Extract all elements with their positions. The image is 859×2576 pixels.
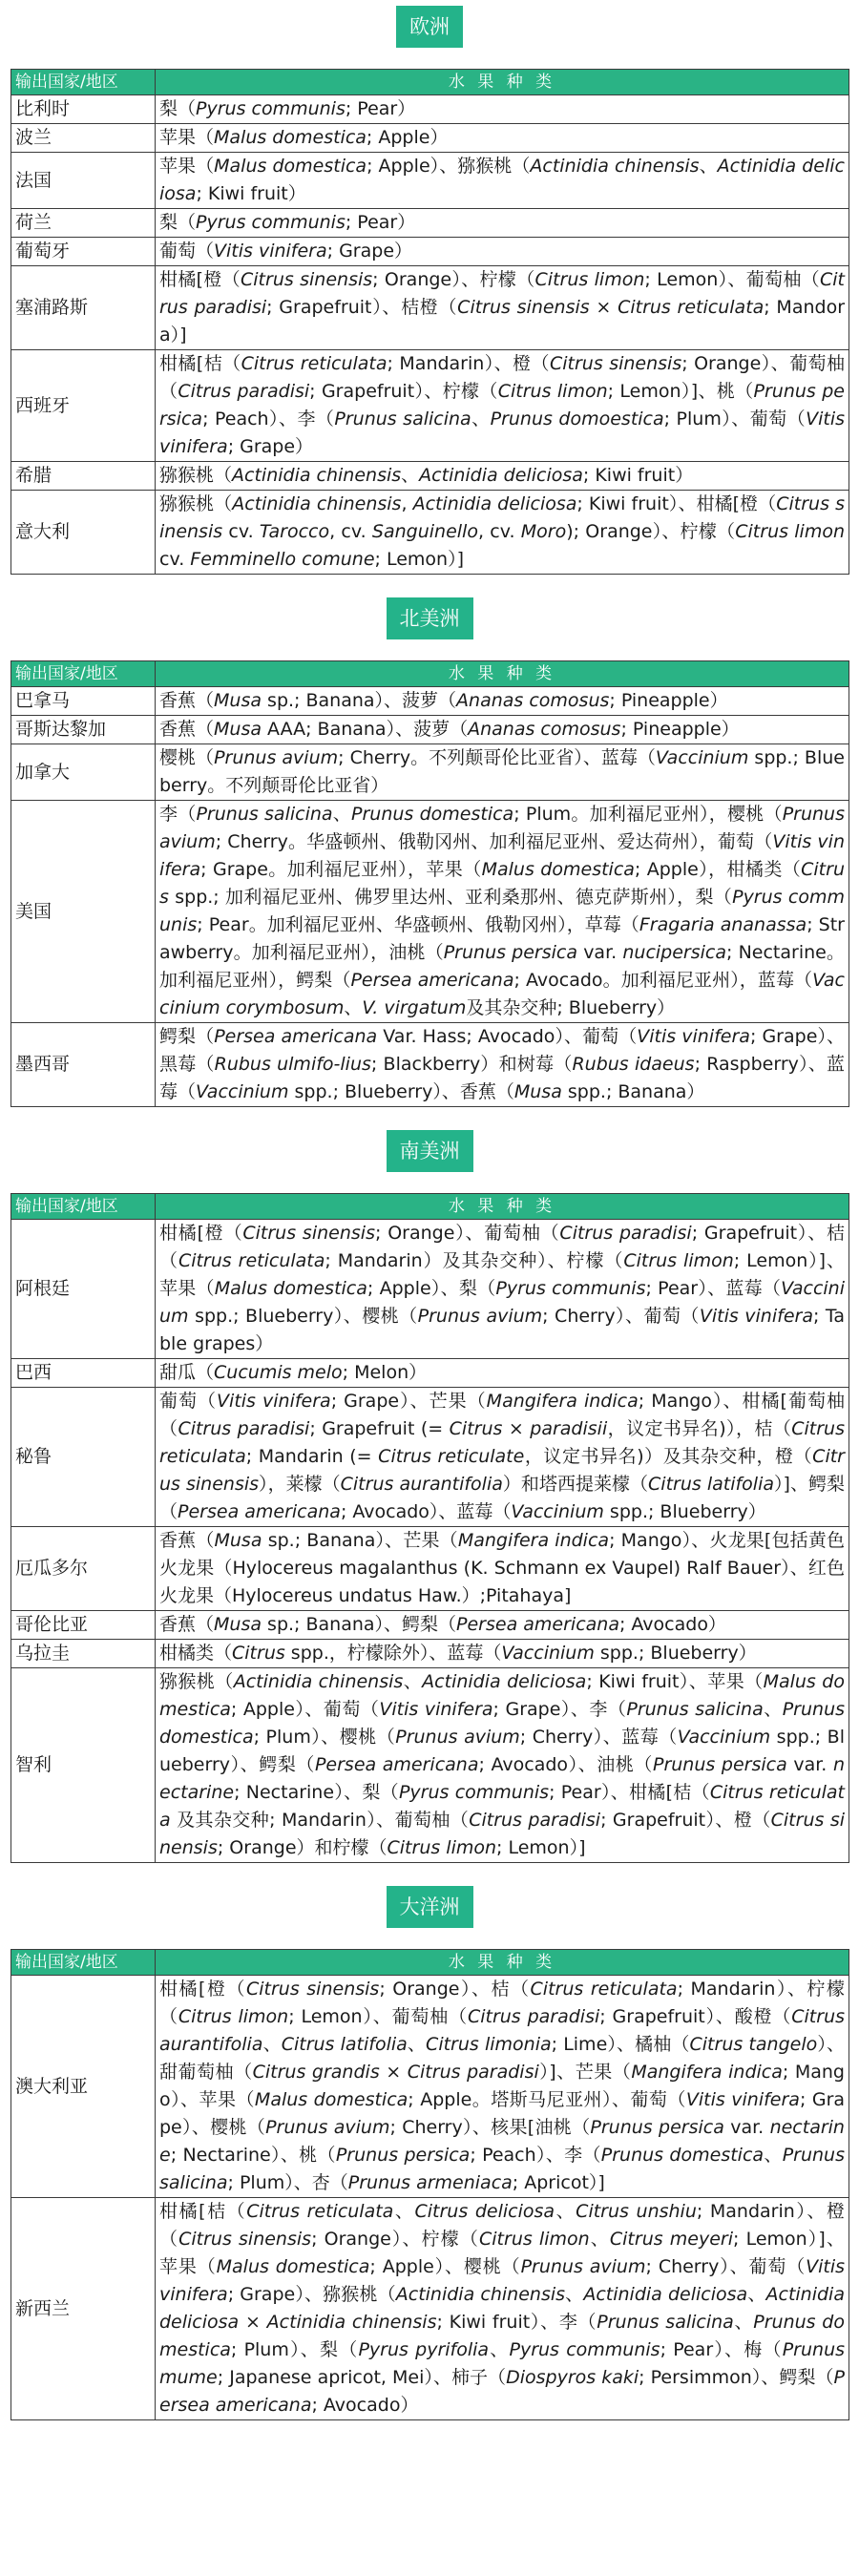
scientific-name: Vaccinium [677, 1727, 771, 1748]
scientific-name: Persea americana [456, 1614, 619, 1635]
scientific-name: Malus domestica [214, 1278, 367, 1299]
scientific-name: Actinidia deliciosa [422, 1671, 587, 1692]
scientific-name: Citrus latifolia [648, 1474, 774, 1495]
table-row [11, 1976, 849, 2198]
scientific-name: Vitis vinifera [699, 1306, 813, 1327]
scientific-name: Vitis vinifera [685, 2089, 800, 2110]
fruit-table [10, 1949, 849, 2420]
scientific-name: Citrus reticulata [530, 1979, 678, 2000]
table-row [11, 1611, 849, 1640]
scientific-name: Prunus salicina [334, 408, 471, 429]
table-header-row [11, 1950, 849, 1976]
header-fruit: 水 果 种 类 [156, 70, 849, 95]
region-section [0, 1886, 859, 2420]
country-cell: 比利时 [11, 95, 156, 124]
region-header [0, 6, 859, 48]
fruit-cell: 樱桃（Prunus avium; Cherry。不列颠哥伦比亚省）、蓝莓（Vaccinium spp.; Blueberry。不列颠哥伦比亚省） [156, 744, 849, 801]
scientific-name: Persea americana [178, 1501, 341, 1522]
scientific-name: Citrus sinensis [159, 493, 845, 542]
fruit-table [10, 69, 849, 575]
scientific-name: Vaccinium [511, 1501, 604, 1522]
scientific-name: Citrus paradisi [467, 2006, 600, 2027]
region-title: 南美洲 [387, 1130, 473, 1172]
table-row [11, 462, 849, 491]
scientific-name: Citrus deliciosa [414, 2201, 555, 2222]
table-row [11, 95, 849, 124]
table-row [11, 1640, 849, 1668]
scientific-name: Citrus reticulate [378, 1446, 525, 1467]
region-section [0, 597, 859, 1107]
country-cell: 荷兰 [11, 209, 156, 238]
scientific-name: Vaccinium [196, 1081, 289, 1102]
scientific-name: Prunus persica [590, 2117, 724, 2138]
country-cell: 西班牙 [11, 350, 156, 462]
table-row [11, 1668, 849, 1863]
header-country: 输出国家/地区 [11, 1194, 156, 1220]
region-section [0, 6, 859, 575]
fruit-cell: 香蕉（Musa sp.; Banana）、菠萝（Ananas comosus; Pineapple） [156, 687, 849, 716]
scientific-name: Citrus reticulata [246, 2201, 394, 2222]
scientific-name: Rubus idaeus [572, 1054, 695, 1075]
fruit-cell: 猕猴桃（Actinidia chinensis、Actinidia deliciosa; Kiwi fruit） [156, 462, 849, 491]
scientific-name: Malus domestica [214, 127, 367, 148]
table-row [11, 744, 849, 801]
scientific-name: Prunus persica [335, 2145, 471, 2166]
scientific-name: Vitis vinifera [379, 1699, 493, 1720]
scientific-name: Citrus reticulata [159, 1418, 845, 1467]
scientific-name: Citrus limon [534, 269, 645, 290]
scientific-name: Citrus paradisi [469, 1810, 601, 1831]
table-row [11, 350, 849, 462]
scientific-name: Pyrus communis [495, 1278, 646, 1299]
scientific-name: Sanguinello [371, 521, 478, 542]
scientific-name: Prunus salicina [159, 2145, 845, 2193]
scientific-name: Persea americana [350, 970, 514, 991]
scientific-name: Prunus domestica [600, 2145, 765, 2166]
fruit-cell: 香蕉（Musa AAA; Banana）、菠萝（Ananas comosus; Pineapple） [156, 716, 849, 744]
scientific-name: Mangifera indica [631, 2062, 783, 2083]
fruit-cell: 猕猴桃（Actinidia chinensis、Actinidia deliciosa; Kiwi fruit）、苹果（Malus domestica; Apple）、葡萄（Vitis vinifera; Grape）、李（Prunus salicina、Prunus domestica; Plum）、樱桃（Prunus avium; Cherry）、蓝莓（Vaccinium spp.; Blueberry）、鳄梨（Persea americana; Avocado）、油桃（Prunus persica var. nectarine; Nectarine）、梨（Pyrus communis; Pear）、柑橘[桔（Citrus reticulata 及其杂交种; Mandarin）、葡萄柚（Citrus paradisi; Grapefruit）、橙（Citrus sinensis; Orange）和柠檬（Citrus limon; Lemon）] [156, 1668, 849, 1863]
scientific-name: Musa [214, 1614, 262, 1635]
table-row [11, 2198, 849, 2420]
fruit-cell: 猕猴桃（Actinidia chinensis, Actinidia deliciosa; Kiwi fruit）、柑橘[橙（Citrus sinensis cv. Tarocco, cv. Sanguinello, cv. Moro); Orange）、柠檬（Citrus limon cv. Femminello comune; Lemon）] [156, 491, 849, 575]
scientific-name: Citrus paradisi [407, 2062, 539, 2083]
fruit-cell: 柑橘[桔（Citrus reticulata、Citrus deliciosa、Citrus unshiu; Mandarin）、橙（Citrus sinensis; Orange）、柠檬（Citrus limon、Citrus meyeri; Lemon）]、苹果（Malus domestica; Apple）、樱桃（Prunus avium; Cherry）、葡萄（Vitis vinifera; Grape）、猕猴桃（Actinidia chinensis、Actinidia deliciosa、Actinidia deliciosa × Actinidia chinensis; Kiwi fruit）、李（Prunus salicina、Prunus domestica; Plum）、梨（Pyrus pyrifolia、Pyrus communis; Pear）、梅（Prunus mume; Japanese apricot, Mei）、柿子（Diospyros kaki; Persimmon）、鳄梨（Persea americana; Avocado） [156, 2198, 849, 2420]
scientific-name: Prunus avium [265, 2117, 390, 2138]
scientific-name: Diospyros kaki [506, 2367, 639, 2388]
scientific-name: Citrus limonia [426, 2034, 552, 2055]
table-header-row [11, 70, 849, 95]
fruit-cell: 甜瓜（Cucumis melo; Melon） [156, 1359, 849, 1388]
scientific-name: Malus domestica [481, 859, 635, 880]
country-cell: 希腊 [11, 462, 156, 491]
scientific-name: Prunus avium [159, 804, 845, 852]
scientific-name: Rubus ulmifo-lius [214, 1054, 371, 1075]
country-cell: 乌拉圭 [11, 1640, 156, 1668]
scientific-name: Vitis vinifera [159, 2256, 845, 2305]
scientific-name: paradisii [530, 1418, 608, 1439]
region-title: 北美洲 [387, 597, 473, 639]
country-cell: 智利 [11, 1668, 156, 1863]
region-title: 大洋洲 [387, 1886, 473, 1928]
scientific-name: Citrus limon [479, 2229, 590, 2250]
scientific-name: nucipersica [622, 942, 726, 963]
scientific-name: Citrus sinensis [159, 1810, 846, 1858]
scientific-name: Mangifera indica [486, 1391, 639, 1412]
scientific-name: Vitis vinifera [637, 1026, 750, 1047]
table-row [11, 1220, 849, 1359]
country-cell: 葡萄牙 [11, 238, 156, 266]
scientific-name: Malus domestica [159, 1671, 845, 1720]
region-section [0, 1130, 859, 1863]
scientific-name: Musa [214, 690, 262, 711]
country-cell: 澳大利亚 [11, 1976, 156, 2198]
scientific-name: Citrus reticulata [241, 353, 388, 374]
scientific-name: Citrus sinensis [457, 297, 590, 318]
country-cell: 哥斯达黎加 [11, 716, 156, 744]
header-fruit: 水 果 种 类 [156, 1194, 849, 1220]
scientific-name: Prunus persica [443, 942, 578, 963]
scientific-name: Actinidia deliciosa [583, 2284, 748, 2305]
scientific-name: Prunus avium [395, 1727, 520, 1748]
region-header [0, 1886, 859, 1928]
scientific-name: Citrus reticulata [618, 297, 765, 318]
fruit-cell: 香蕉（Musa sp.; Banana）、鳄梨（Persea americana; Avocado） [156, 1611, 849, 1640]
scientific-name: Prunus persica [159, 381, 845, 429]
scientific-name: Persea americana [159, 2367, 845, 2416]
scientific-name: Malus domestica [216, 2256, 370, 2277]
scientific-name: Prunus domestica [159, 1699, 846, 1748]
fruit-table [10, 1193, 849, 1863]
scientific-name: Citrus [232, 1643, 285, 1664]
country-cell: 巴拿马 [11, 687, 156, 716]
fruit-cell: 李（Prunus salicina、Prunus domestica; Plum。加利福尼亚州），樱桃（Prunus avium; Cherry。华盛顿州、俄勒冈州、加利福尼亚州、爱达荷州），葡萄（Vitis vinifera; Grape。加利福尼亚州），苹果（Malus domestica; Apple），柑橘类（Citrus spp.; 加利福尼亚州、佛罗里达州、亚利桑那州、德克萨斯州），梨（Pyrus communis; Pear。加利福尼亚州、华盛顿州、俄勒冈州），草莓（Fragaria ananassa; Strawberry。加利福尼亚州），油桃（Prunus persica var. nucipersica; Nectarine。加利福尼亚州），鳄梨（Persea americana; Avocado。加利福尼亚州），蓝莓（Vaccinium corymbosum、V. virgatum及其杂交种; Blueberry） [156, 801, 849, 1023]
scientific-name: nectarine [159, 1754, 846, 1803]
table-row [11, 1023, 849, 1107]
scientific-name: Vitis vinifera [214, 241, 327, 262]
scientific-name: Prunus armeniaca [347, 2172, 513, 2193]
scientific-name: Actinidia deliciosa [412, 493, 577, 514]
scientific-name: Citrus sinensis [241, 269, 373, 290]
scientific-name: Fragaria ananassa [639, 914, 807, 935]
scientific-name: Citrus limon [387, 1837, 497, 1858]
scientific-name: Citrus sinensis [245, 1979, 380, 2000]
table-header-row [11, 1194, 849, 1220]
scientific-name: Vaccinium corymbosum [159, 970, 845, 1018]
scientific-name: Prunus domestica [159, 2312, 845, 2360]
scientific-name: Prunus salicina [196, 804, 333, 825]
table-row [11, 124, 849, 153]
scientific-name: Citrus latifolia [281, 2034, 408, 2055]
country-cell: 塞浦路斯 [11, 266, 156, 350]
table-row [11, 1359, 849, 1388]
scientific-name: Actinidia chinensis [266, 2312, 437, 2333]
scientific-name: Citrus limon [497, 381, 608, 402]
scientific-name: Femminello comune [190, 549, 375, 570]
country-cell: 波兰 [11, 124, 156, 153]
fruit-cell: 柑橘[橙（Citrus sinensis; Orange）、柠檬（Citrus limon; Lemon）、葡萄柚（Citrus paradisi; Grapefruit）、桔橙（Citrus sinensis × Citrus reticulata; Mandora）] [156, 266, 849, 350]
scientific-name: Actinidia deliciosa [159, 156, 845, 204]
table-row [11, 209, 849, 238]
scientific-name: Citrus unshiu [576, 2201, 697, 2222]
scientific-name: Citrus sinensis [242, 1223, 375, 1244]
table-row [11, 266, 849, 350]
scientific-name: Musa [513, 1081, 562, 1102]
scientific-name: Citrus reticulata [178, 1250, 325, 1271]
scientific-name: Prunus avium [520, 2256, 646, 2277]
scientific-name: Musa [214, 1530, 262, 1551]
scientific-name: Citrus sinensis [549, 353, 682, 374]
table-row [11, 1527, 849, 1611]
scientific-name: Malus domestica [254, 2089, 409, 2110]
table-row [11, 687, 849, 716]
table-row [11, 1388, 849, 1527]
scientific-name: Actinidia chinensis [530, 156, 700, 177]
scientific-name: Persea americana [214, 1026, 378, 1047]
scientific-name: Ananas comosus [456, 690, 610, 711]
country-cell: 厄瓜多尔 [11, 1527, 156, 1611]
scientific-name: Citrus [449, 1418, 503, 1439]
scientific-name: Pyrus pyrifolia [358, 2339, 490, 2360]
scientific-name: Tarocco [259, 521, 330, 542]
scientific-name: Citrus aurantifolia [340, 1474, 503, 1495]
scientific-name: Prunus persica [652, 1754, 787, 1775]
fruit-cell: 苹果（Malus domestica; Apple） [156, 124, 849, 153]
country-cell: 加拿大 [11, 744, 156, 801]
country-cell: 美国 [11, 801, 156, 1023]
fruit-cell: 香蕉（Musa sp.; Banana）、芒果（Mangifera indica; Mango）、火龙果[包括黄色火龙果（Hylocereus magalanthus (K. Schmann ex Vaupel) Ralf Bauer）、红色火龙果（Hylocereus undatus Haw.）;Pitahaya] [156, 1527, 849, 1611]
fruit-cell: 梨（Pyrus communis; Pear） [156, 95, 849, 124]
scientific-name: Citrus paradisi [178, 1418, 310, 1439]
scientific-name: Prunus salicina [626, 1699, 764, 1720]
header-fruit: 水 果 种 类 [156, 661, 849, 687]
scientific-name: Citrus [159, 859, 845, 908]
table-row [11, 491, 849, 575]
scientific-name: Citrus grandis [252, 2062, 380, 2083]
fruit-cell: 柑橘[桔（Citrus reticulata; Mandarin）、橙（Citrus sinensis; Orange）、葡萄柚（Citrus paradisi; Grapefruit）、柠檬（Citrus limon; Lemon）]、桃（Prunus persica; Peach）、李（Prunus salicina、Prunus domoestica; Plum）、葡萄（Vitis vinifera; Grape） [156, 350, 849, 462]
scientific-name: Actinidia chinensis [232, 493, 402, 514]
scientific-name: Citrus tangelo [689, 2034, 818, 2055]
fruit-cell: 梨（Pyrus communis; Pear） [156, 209, 849, 238]
scientific-name: Citrus aurantifolia [159, 2006, 846, 2055]
country-cell: 巴西 [11, 1359, 156, 1388]
scientific-name: Citrus limon [735, 521, 845, 542]
scientific-name: Pyrus communis [196, 98, 346, 119]
scientific-name: Actinidia deliciosa [159, 2284, 845, 2333]
scientific-name: Vaccinium [501, 1643, 595, 1664]
country-cell: 秘鲁 [11, 1388, 156, 1527]
scientific-name: Citrus paradisi [178, 381, 310, 402]
fruit-table [10, 660, 849, 1107]
header-country: 输出国家/地区 [11, 661, 156, 687]
scientific-name: Vitis vinifera [159, 831, 845, 880]
scientific-name: Citrus paradisi [559, 1223, 692, 1244]
country-cell: 法国 [11, 153, 156, 209]
scientific-name: Cucumis melo [214, 1362, 343, 1383]
scientific-name: Pyrus communis [196, 212, 346, 233]
fruit-cell: 柑橘[橙（Citrus sinensis; Orange）、葡萄柚（Citrus paradisi; Grapefruit）、桔（Citrus reticulata; Mandarin）及其杂交种）、柠檬（Citrus limon; Lemon）]、苹果（Malus domestica; Apple）、梨（Pyrus communis; Pear）、蓝莓（Vaccinium spp.; Blueberry）、樱桃（Prunus avium; Cherry）、葡萄（Vitis vinifera; Table grapes） [156, 1220, 849, 1359]
scientific-name: Citrus limon [623, 1250, 734, 1271]
region-header [0, 1130, 859, 1172]
table-header-row [11, 661, 849, 687]
scientific-name: Citrus sinensis [178, 2229, 312, 2250]
scientific-name: Actinidia chinensis [395, 2284, 566, 2305]
scientific-name: Prunus domoestica [490, 408, 664, 429]
table-row [11, 238, 849, 266]
scientific-name: Prunus avium [214, 747, 339, 768]
scientific-name: Vaccinium [159, 1278, 845, 1327]
table-row [11, 801, 849, 1023]
scientific-name: Prunus mume [159, 2339, 846, 2388]
country-cell: 新西兰 [11, 2198, 156, 2420]
scientific-name: Vitis vinifera [217, 1391, 331, 1412]
scientific-name: Musa [214, 719, 262, 740]
scientific-name: Citrus reticulata [159, 1782, 845, 1831]
country-cell: 阿根廷 [11, 1220, 156, 1359]
scientific-name: nectarine [159, 2117, 845, 2166]
fruit-cell: 葡萄（Vitis vinifera; Grape） [156, 238, 849, 266]
scientific-name: V. virgatum [362, 997, 467, 1018]
fruit-cell: 柑橘类（Citrus spp.，柠檬除外）、蓝莓（Vaccinium spp.; Blueberry） [156, 1640, 849, 1668]
fruit-cell: 鳄梨（Persea americana Var. Hass; Avocado）、葡萄（Vitis vinifera; Grape）、黑莓（Rubus ulmifo-lius; Blackberry）和树莓（Rubus idaeus; Raspberry）、蓝莓（Vaccinium spp.; Blueberry）、香蕉（Musa spp.; Banana） [156, 1023, 849, 1107]
fruit-cell: 苹果（Malus domestica; Apple）、猕猴桃（Actinidia chinensis、Actinidia deliciosa; Kiwi fruit） [156, 153, 849, 209]
scientific-name: Vitis vinifera [159, 408, 846, 457]
scientific-name: Citrus sinensis [159, 1446, 845, 1495]
scientific-name: Actinidia chinensis [232, 465, 402, 486]
table-row [11, 153, 849, 209]
scientific-name: Pyrus communis [509, 2339, 660, 2360]
table-row [11, 716, 849, 744]
fruit-cell: 葡萄（Vitis vinifera; Grape）、芒果（Mangifera indica; Mango）、柑橘[葡萄柚（Citrus paradisi; Grapefruit (= Citrus × paradisii，议定书异名)），桔（Citrus reticulata; Mandarin (= Citrus reticulate，议定书异名)）及其杂交种，橙（Citrus sinensis），莱檬（Citrus aurantifolia）和塔西提莱檬（Citrus latifolia）]、鳄梨（Persea americana; Avocado）、蓝莓（Vaccinium spp.; Blueberry） [156, 1388, 849, 1527]
scientific-name: Prunus avium [417, 1306, 543, 1327]
scientific-name: Prunus salicina [597, 2312, 734, 2333]
scientific-name: Prunus domestica [351, 804, 514, 825]
region-header [0, 597, 859, 639]
scientific-name: Citrus paradisi [159, 269, 845, 318]
header-country: 输出国家/地区 [11, 1950, 156, 1976]
scientific-name: Actinidia chinensis [233, 1671, 404, 1692]
fruit-cell: 柑橘[橙（Citrus sinensis; Orange）、桔（Citrus reticulata; Mandarin）、柠檬（Citrus limon; Lemon）、葡萄柚（Citrus paradisi; Grapefruit）、酸橙（Citrus aurantifolia、Citrus latifolia、Citrus limonia; Lime）、橘柚（Citrus tangelo）、甜葡萄柚（Citrus grandis × Citrus paradisi）]、芒果（Mangifera indica; Mango）、苹果（Malus domestica; Apple。塔斯马尼亚州）、葡萄（Vitis vinifera; Grape）、樱桃（Prunus avium; Cherry）、核果[油桃（Prunus persica var. nectarine; Nectarine）、桃（Prunus persica; Peach）、李（Prunus domestica、Prunus salicina; Plum）、杏（Prunus armeniaca; Apricot）] [156, 1976, 849, 2198]
scientific-name: Ananas comosus [468, 719, 621, 740]
header-fruit: 水 果 种 类 [156, 1950, 849, 1976]
scientific-name: Malus domestica [214, 156, 367, 177]
country-cell: 意大利 [11, 491, 156, 575]
country-cell: 墨西哥 [11, 1023, 156, 1107]
country-cell: 哥伦比亚 [11, 1611, 156, 1640]
region-title: 欧洲 [396, 6, 463, 48]
header-country: 输出国家/地区 [11, 70, 156, 95]
scientific-name: Citrus meyeri [609, 2229, 734, 2250]
scientific-name: Moro [520, 521, 567, 542]
scientific-name: Actinidia deliciosa [419, 465, 583, 486]
scientific-name: Citrus limon [178, 2006, 289, 2027]
scientific-name: Persea americana [314, 1754, 479, 1775]
scientific-name: Vaccinium [655, 747, 749, 768]
scientific-name: Pyrus communis [159, 887, 845, 935]
scientific-name: Pyrus communis [398, 1782, 550, 1803]
scientific-name: Mangifera indica [457, 1530, 610, 1551]
